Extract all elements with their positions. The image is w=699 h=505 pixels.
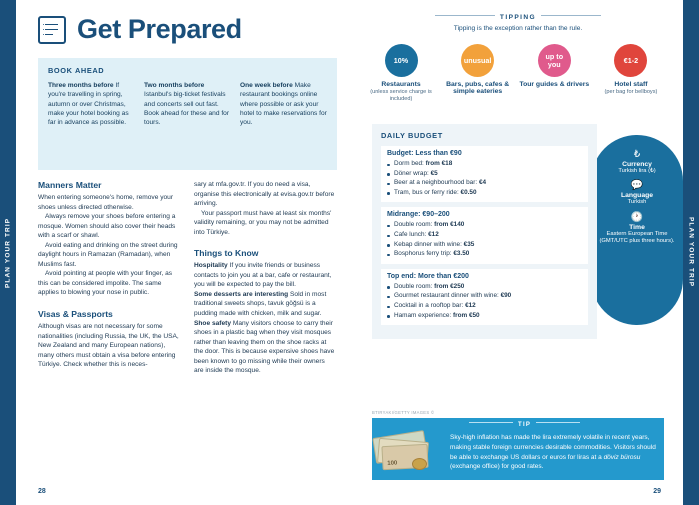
tip-text-italic: döviz bürosu bbox=[603, 453, 641, 461]
budget-tier-head bbox=[387, 150, 582, 157]
paragraph: Your passport must have at least six months' validity remaining, or you may not be admitted into Türkiye. bbox=[194, 209, 332, 236]
quick-fact-heading: Time bbox=[629, 223, 645, 231]
budget-line bbox=[387, 188, 582, 198]
book-ahead-lead: Two months before bbox=[144, 82, 205, 89]
budget-line bbox=[387, 240, 582, 250]
budget-tier-range: Less than €90 bbox=[415, 150, 462, 157]
item-text: Many visitors choose to carry their shoes in a plastic bag when they visit mosques rather than leaving them on the shoe racks at the door. This is because expensive shoes have been known to go missing while their owners are inside the mosque. bbox=[194, 319, 335, 375]
tipping-label bbox=[372, 14, 664, 21]
left-page bbox=[16, 0, 354, 505]
page-header bbox=[38, 14, 242, 45]
speech-bubble-icon: 💬 bbox=[630, 180, 644, 192]
article-body bbox=[38, 180, 337, 376]
item-lead: Hospitality bbox=[194, 262, 228, 270]
tipping-item-note: (per bag for bellboys) bbox=[604, 89, 658, 95]
paragraph: sary at mfa.gov.tr. If you do need a visa, organise this electronically at evisa.gov.tr before arriving. bbox=[194, 181, 335, 208]
tipping-item-name: Hotel staff bbox=[614, 81, 648, 88]
coin-icon: €1-2 bbox=[614, 44, 647, 77]
quick-fact-text: Turkish lira (₺) bbox=[618, 168, 656, 174]
budget-line-value: €35 bbox=[463, 240, 475, 248]
quick-fact-text: Eastern European Time (GMT/UTC plus three hours). bbox=[599, 230, 675, 245]
tipping-label-text: TIPPING bbox=[499, 14, 537, 21]
banknote-icon: ₺ bbox=[633, 149, 641, 160]
quick-fact-text: Turkish bbox=[627, 199, 647, 206]
budget-line-label: Kebap dinner with wine: bbox=[394, 240, 462, 248]
paragraph: Avoid eating and drinking on the street during daylight hours in Ramazan (Ramadan), when Muslims fast. bbox=[38, 241, 178, 268]
budget-line-label: Double room: bbox=[394, 221, 433, 229]
tipping-item bbox=[443, 44, 513, 104]
budget-tier-range: More than €200 bbox=[417, 272, 469, 280]
budget-line bbox=[387, 159, 582, 169]
budget-line-value: €12 bbox=[465, 302, 476, 310]
daily-budget-title: DAILY BUDGET bbox=[381, 131, 443, 140]
item-lead: Some desserts are interesting bbox=[194, 290, 289, 298]
clock-icon: 🕐 bbox=[630, 211, 644, 223]
budget-line bbox=[387, 291, 582, 301]
item-text: If you invite friends or business contacts to join you at a bar, cafe or restaurant, you will be expected to pay the bill. bbox=[194, 262, 332, 289]
paragraph bbox=[194, 319, 336, 376]
budget-line-value: from €50 bbox=[452, 311, 480, 319]
budget-line-label: Tram, bus or ferry ride: bbox=[394, 188, 459, 196]
budget-line-label: Double room: bbox=[394, 282, 433, 290]
tipping-item bbox=[366, 44, 436, 104]
book-ahead-text: If you're travelling in spring, autumn or over Christmas, make your hotel booking as far in advance as possible. bbox=[48, 82, 129, 127]
tipping-coins bbox=[366, 44, 666, 104]
paragraph: When entering someone's home, remove your shoes unless directed otherwise. bbox=[38, 194, 174, 211]
tipping-item-name: Tour guides & drivers bbox=[519, 81, 590, 88]
quick-fact-currency bbox=[594, 149, 680, 175]
budget-line-value: from €250 bbox=[434, 282, 465, 290]
tip-callout-label-text: TIP bbox=[518, 422, 532, 428]
tipping-item bbox=[519, 44, 589, 104]
budget-line-label: Gourmet restaurant dinner with wine: bbox=[394, 292, 499, 300]
rail-label-left: PLAN YOUR TRIP bbox=[4, 217, 12, 288]
budget-line bbox=[387, 311, 582, 321]
budget-tier-block bbox=[381, 269, 588, 325]
folio-left: 28 bbox=[38, 488, 46, 495]
budget-tier-block bbox=[381, 207, 588, 263]
tip-callout-label bbox=[464, 422, 585, 428]
book-ahead-title: BOOK AHEAD bbox=[48, 66, 105, 75]
coin-stack bbox=[412, 458, 427, 470]
banknotes-photo bbox=[372, 424, 442, 474]
paragraph bbox=[194, 290, 336, 319]
tip-text-after: (exchange office) for good rates. bbox=[450, 463, 544, 471]
budget-tier-block bbox=[381, 146, 588, 202]
right-page-rail bbox=[683, 0, 699, 505]
text-column-2 bbox=[194, 180, 336, 376]
budget-line bbox=[387, 178, 582, 188]
paragraph bbox=[194, 261, 336, 290]
tip-callout-text bbox=[450, 433, 656, 472]
budget-line-value: €4 bbox=[478, 179, 487, 187]
book-ahead-text: Make restaurant bookings online where possible or ask your hotel to make reservations for you. bbox=[240, 82, 327, 127]
quick-facts-content bbox=[594, 143, 680, 251]
paragraph: Although visas are not necessary for some nationalities (including Russia, the UK, the USA, New Zealand and many European nations), many others must obtain a visa before entering Türkiye. Check whether this is neces- bbox=[38, 323, 179, 369]
banknote-value: 100 bbox=[387, 460, 398, 467]
budget-line-label: Döner wrap: bbox=[394, 169, 429, 177]
budget-line-value: €5 bbox=[430, 169, 438, 177]
coin-icon: up to you bbox=[538, 44, 571, 77]
budget-line-label: Cocktail in a rooftop bar: bbox=[394, 302, 464, 310]
paragraph: Always remove your shoes before entering a mosque. Women should also cover their heads with a scarf or shawl. bbox=[38, 213, 176, 240]
budget-line-label: Cafe lunch: bbox=[394, 231, 427, 239]
budget-tier-name: Top end: bbox=[387, 272, 417, 280]
daily-budget-box bbox=[372, 124, 597, 339]
budget-tier-name: Budget: bbox=[387, 150, 414, 157]
book-ahead-item bbox=[144, 81, 231, 128]
budget-tier-head bbox=[387, 211, 582, 218]
budget-tier-range: €90–200 bbox=[422, 211, 450, 219]
book-ahead-text: Istanbul's big-ticket festivals and concerts sell out fast. Book ahead for these and for tours. bbox=[144, 91, 230, 127]
photo-credit: BTIRYAKI/GETTY IMAGES © bbox=[372, 410, 435, 415]
section-heading-things-to-know: Things to Know bbox=[194, 248, 259, 259]
quick-fact-heading: Currency bbox=[622, 161, 652, 168]
quick-fact-heading: Language bbox=[620, 192, 654, 200]
budget-line bbox=[387, 282, 582, 292]
checklist-icon bbox=[38, 16, 66, 44]
budget-line bbox=[387, 249, 582, 259]
budget-line bbox=[387, 230, 582, 240]
section-heading-manners: Manners Matter bbox=[38, 180, 102, 190]
spread-content bbox=[16, 0, 683, 505]
book-ahead-item bbox=[240, 81, 327, 128]
budget-line-label: Beer at a neighbourhood bar: bbox=[394, 179, 478, 187]
section-heading-visas: Visas & Passports bbox=[38, 309, 113, 320]
budget-line-value: from €140 bbox=[434, 221, 465, 229]
tipping-subtitle: Tipping is the exception rather than the rule. bbox=[453, 25, 583, 32]
budget-line-value: €0.50 bbox=[460, 188, 477, 196]
quick-fact-time bbox=[594, 212, 680, 246]
item-lead: Shoe safety bbox=[194, 319, 232, 327]
budget-line-value: €90 bbox=[500, 292, 512, 300]
tip-text-before: Sky-high inflation has made the lira extremely volatile in recent years, making stable foreign currencies desirable commodities. Visitors should be able to exchange US dollars or euros for liras at a bbox=[450, 434, 656, 461]
book-ahead-box bbox=[38, 58, 337, 170]
item-text: Sold in most traditional sweets shops, tavuk göğsü is a pudding made with chicken, milk and sugar. bbox=[194, 290, 327, 318]
tipping-item-name: Restaurants bbox=[381, 81, 421, 88]
budget-line-value: €12 bbox=[428, 231, 439, 239]
budget-line-value: from €18 bbox=[425, 160, 453, 167]
tipping-item-note: (unless service charge is included) bbox=[370, 89, 432, 103]
coin-icon: 10% bbox=[385, 44, 418, 77]
left-page-rail bbox=[0, 0, 16, 505]
rail-label-right: PLAN YOUR TRIP bbox=[687, 217, 695, 288]
paragraph: Avoid pointing at people with your finger, as this can be considered impolite. The same applies to blowing your nose in public. bbox=[38, 270, 173, 297]
coin-icon: unusual bbox=[461, 44, 494, 77]
folio-right: 29 bbox=[653, 488, 661, 495]
tipping-section bbox=[372, 14, 664, 32]
budget-line-value: €3.50 bbox=[453, 250, 470, 258]
budget-tier-head bbox=[387, 273, 582, 280]
book-ahead-lead: Three months before bbox=[48, 82, 114, 89]
page-title: Get Prepared bbox=[77, 14, 242, 44]
budget-line-label: Hamam experience: bbox=[394, 311, 452, 319]
budget-line-label: Bosphorus ferry trip: bbox=[394, 250, 452, 258]
book-ahead-lead: One week before bbox=[240, 82, 293, 89]
text-column-1 bbox=[38, 180, 180, 376]
budget-tier-name: Midrange: bbox=[387, 211, 421, 219]
budget-line bbox=[387, 169, 582, 179]
tipping-item-name: Bars, pubs, cafes & simple eateries bbox=[446, 81, 510, 95]
book-ahead-item bbox=[48, 81, 135, 128]
budget-line bbox=[387, 220, 582, 230]
budget-line-label: Dorm bed: bbox=[394, 160, 424, 167]
quick-fact-language bbox=[594, 180, 680, 206]
budget-line bbox=[387, 301, 582, 311]
tipping-item bbox=[596, 44, 666, 104]
